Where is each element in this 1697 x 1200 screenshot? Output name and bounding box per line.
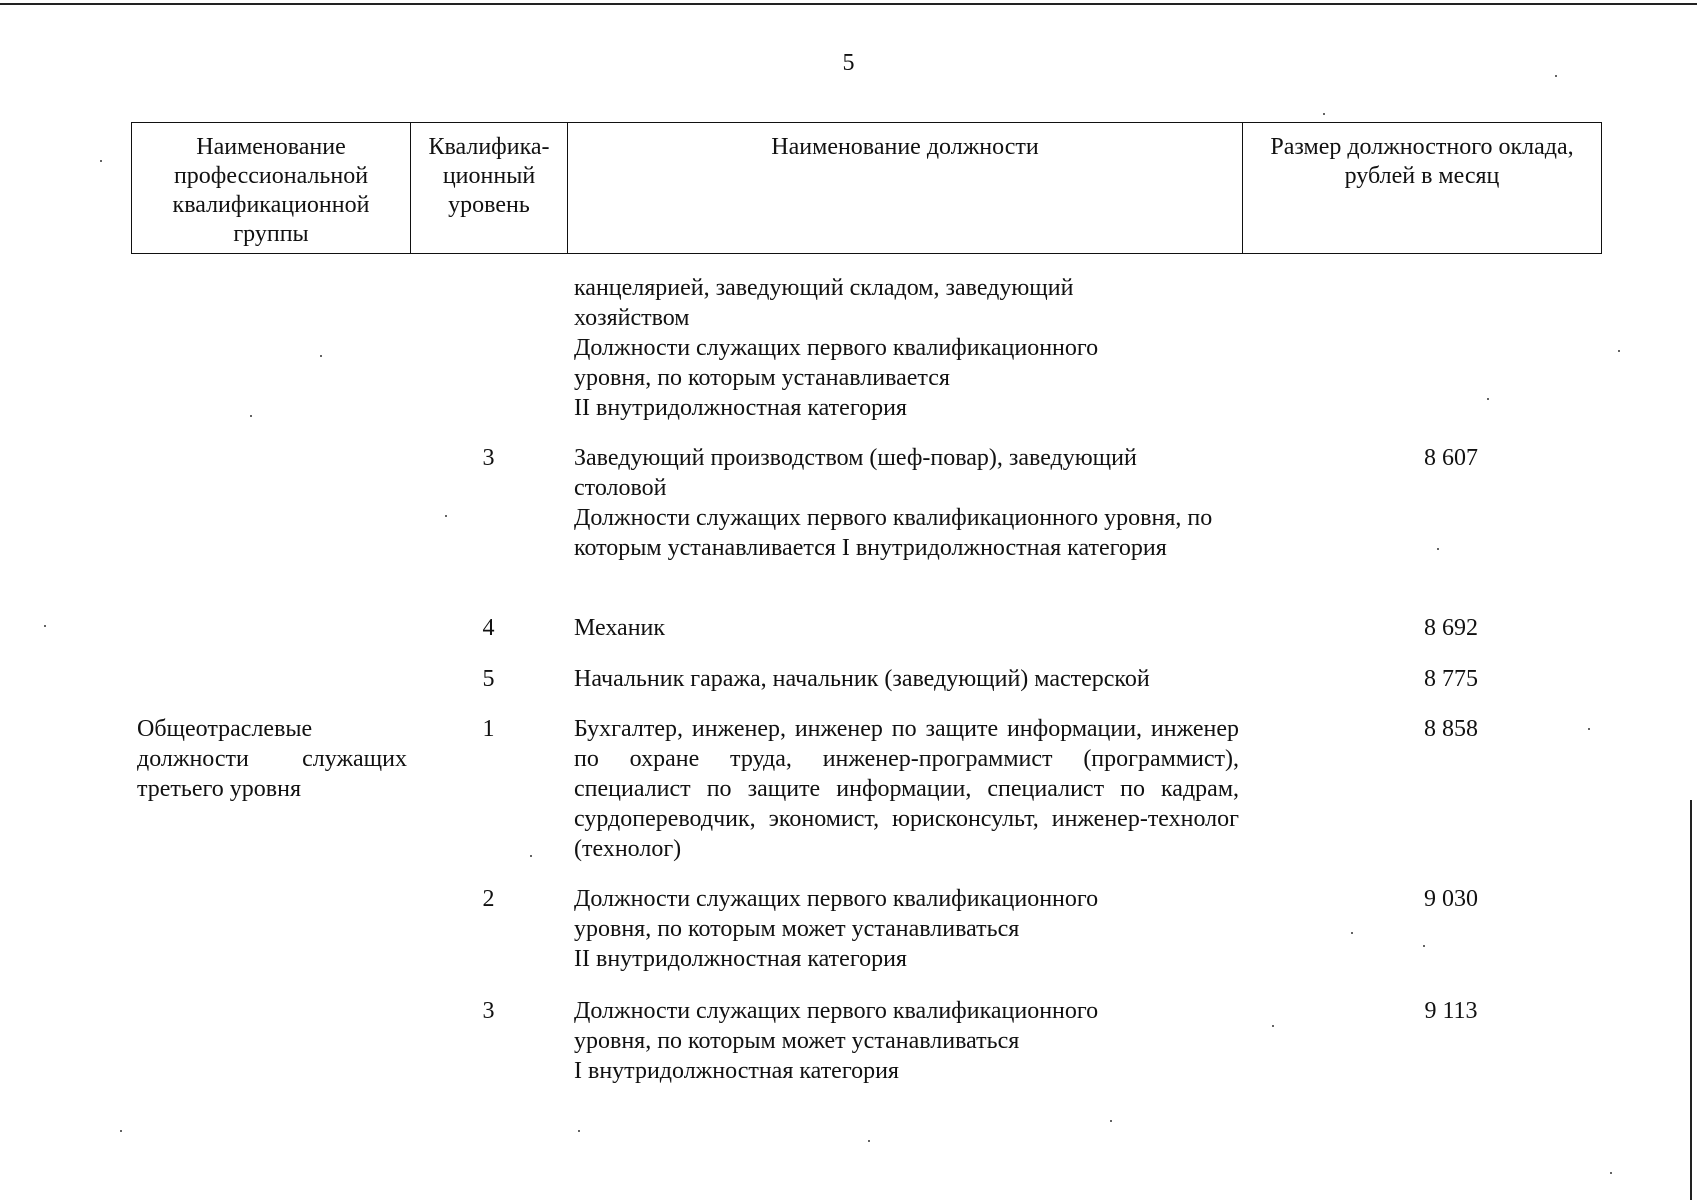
scan-speck <box>1588 728 1590 730</box>
scan-speck <box>1555 75 1557 77</box>
group-cell: Общеотраслевые должности служащих третьего уровня <box>137 716 407 802</box>
position-text: канцелярией, заведующий складом, заведующий хозяйством <box>574 275 1074 331</box>
position-text: Заведующий производством (шеф-повар), заведующий столовой <box>574 445 1137 501</box>
scan-speck <box>120 1130 122 1132</box>
scan-speck <box>1437 548 1439 550</box>
position-cell <box>574 273 1239 423</box>
position-text: Должности служащих первого квалификационного уровня, по которым может устанавливаться <box>574 886 1099 942</box>
position-cell <box>574 996 1239 1086</box>
scan-speck <box>1618 350 1620 352</box>
scan-speck <box>445 515 447 517</box>
position-text: Механик <box>574 615 666 641</box>
level-cell: 1 <box>482 716 495 742</box>
level-cell: 3 <box>482 998 495 1024</box>
scan-speck <box>578 1130 580 1132</box>
position-text: Бухгалтер, инженер, инженер по защите информации, инженер по охране труда, инженер-программист (программист), специалист по защите информации, специалист по кадрам, сурдопереводчик, экономист, юрисконсульт, инженер-технолог (технолог) <box>574 716 1239 862</box>
table-header <box>131 122 1602 254</box>
level-cell: 2 <box>482 886 495 912</box>
scan-speck <box>44 625 46 627</box>
position-text: II внутридолжностная категория <box>574 395 907 421</box>
scan-speck <box>868 1140 870 1142</box>
scan-speck <box>1110 1120 1112 1122</box>
position-cell <box>574 664 1239 694</box>
right-scan-border <box>1690 800 1692 1200</box>
position-cell <box>574 714 1239 864</box>
position-text: I внутридолжностная категория <box>574 1058 899 1084</box>
level-cell: 3 <box>482 445 495 471</box>
scan-speck <box>530 855 532 857</box>
salary-cell: 8 692 <box>1424 615 1478 641</box>
position-text: Должности служащих первого квалификационного уровня, по которым устанавливается <box>574 335 1099 391</box>
scan-speck <box>320 355 322 357</box>
position-cell <box>574 884 1239 974</box>
scan-speck <box>1272 1025 1274 1027</box>
position-text: Должности служащих первого квалификационного уровня, по которым может устанавливаться <box>574 998 1099 1054</box>
page-number: 5 <box>842 50 855 76</box>
level-cell: 4 <box>482 615 495 641</box>
scan-speck <box>1351 932 1353 934</box>
salary-cell: 9 113 <box>1424 998 1478 1024</box>
position-cell <box>574 443 1239 563</box>
position-text: Начальник гаража, начальник (заведующий) мастерской <box>574 666 1150 692</box>
salary-cell: 8 858 <box>1424 716 1478 742</box>
scan-speck <box>1487 398 1489 400</box>
salary-cell: 8 607 <box>1424 445 1478 471</box>
top-scan-border <box>0 3 1697 5</box>
salary-cell: 9 030 <box>1424 886 1478 912</box>
header-group: Наименование профессиональной квалификационной группы <box>132 123 411 254</box>
salary-cell: 8 775 <box>1424 666 1478 692</box>
level-cell: 5 <box>482 666 495 692</box>
scan-speck <box>250 415 252 417</box>
scan-speck <box>1423 945 1425 947</box>
header-position: Наименование должности <box>568 123 1243 254</box>
position-text: II внутридолжностная категория <box>574 946 907 972</box>
scan-speck <box>1323 113 1325 115</box>
header-level: Квалифика-ционный уровень <box>411 123 568 254</box>
scan-speck <box>100 160 102 162</box>
scan-speck <box>1610 1172 1612 1174</box>
position-text: Должности служащих первого квалификационного уровня, по которым устанавливается I внутридолжностная категория <box>574 505 1213 561</box>
header-salary: Размер должностного оклада, рублей в месяц <box>1243 123 1602 254</box>
position-cell <box>574 613 1239 643</box>
